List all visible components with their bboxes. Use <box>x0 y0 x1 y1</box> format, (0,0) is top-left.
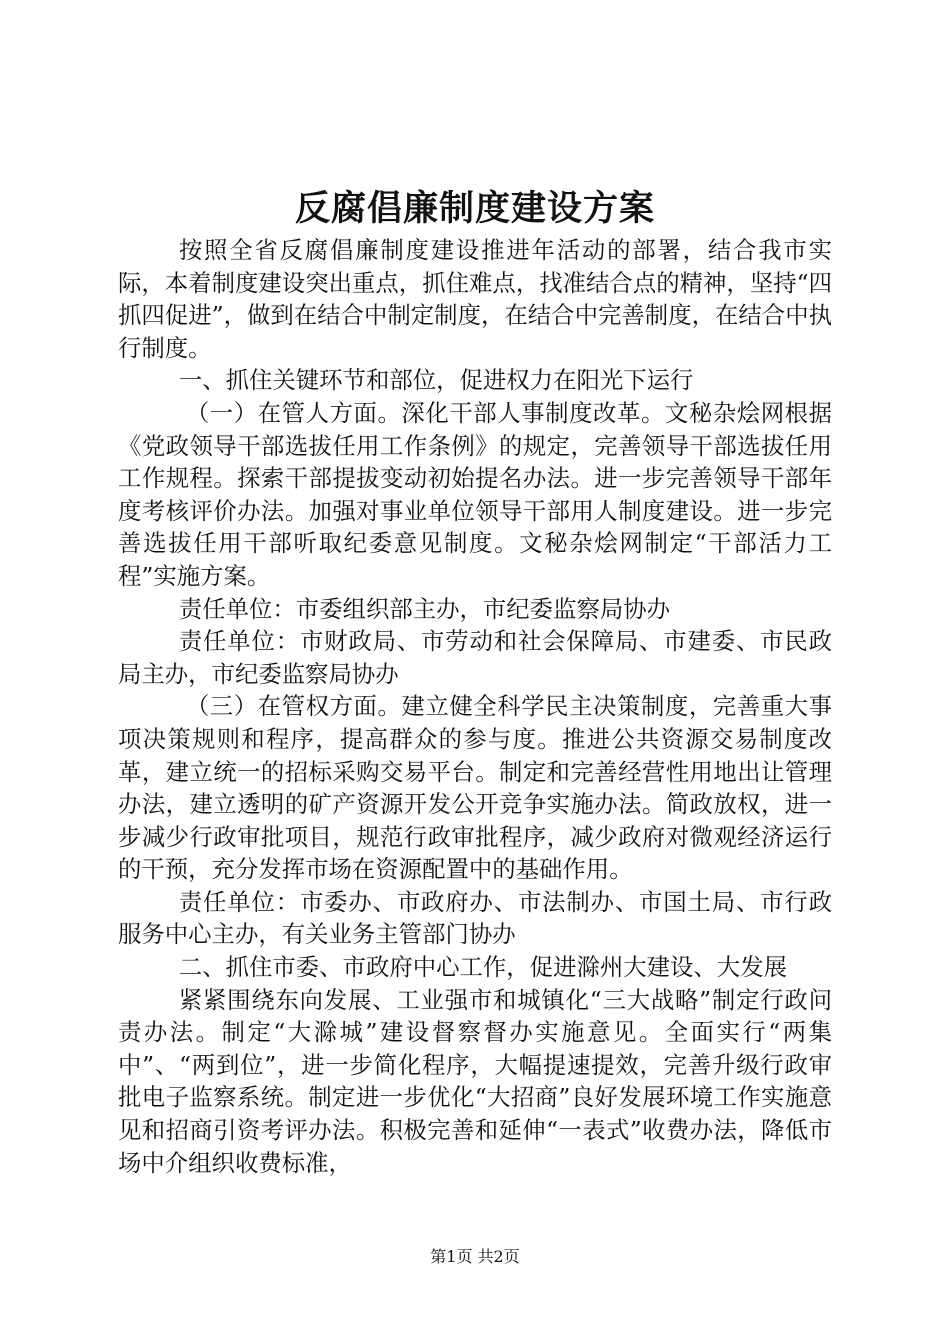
page-number-current: 第1页 <box>430 1247 473 1266</box>
responsibility-line-3: 责任单位：市委办、市政府办、市法制办、市国土局、市行政服务中心主办，有关业务主管部门协办 <box>118 887 832 949</box>
page-number-total: 共2页 <box>477 1247 520 1266</box>
section-heading-1: 一、抓住关键环节和部位，促进权力在阳光下运行 <box>178 366 694 395</box>
paragraph-development: 紧紧围绕东向发展、工业强市和城镇化“三大战略”制定行政问责办法。制定“大滁城”建设督察督办实施意见。全面实行“两集中”、“两到位”，进一步简化程序，大幅提速提效，完善升级行政审批电子监察系统。制定进一步优化“大招商”良好发展环境工作实施意见和招商引资考评办法。积极完善和延伸“一表式”收费办法，降低市场中介组织收费标准， <box>118 985 832 1177</box>
section-heading-2: 二、抓住市委、市政府中心工作，促进滁州大建设、大发展 <box>178 953 787 982</box>
responsibility-line-2: 责任单位：市财政局、市劳动和社会保障局、市建委、市民政局主办，市纪委监察局协办 <box>118 627 832 688</box>
responsibility-line-1: 责任单位：市委组织部主办，市纪委监察局协办 <box>178 594 671 623</box>
document-body <box>118 234 832 1179</box>
paragraph-intro: 按照全省反腐倡廉制度建设推进年活动的部署，结合我市实际，本着制度建设突出重点，抓住难点，找准结合点的精神，坚持“四抓四促进”，做到在结合中制定制度，在结合中完善制度，在结合中执行制度。 <box>118 236 832 362</box>
paragraph-power: （三）在管权方面。建立健全科学民主决策制度，完善重大事项决策规则和程序，提高群众的参与度。推进公共资源交易制度改革，建立统一的招标采购交易平台。制定和完善经营性用地出让管理办法，建立透明的矿产资源开发公开竞争实施办法。简政放权，进一步减少行政审批项目，规范行政审批程序，减少政府对微观经济运行的干预，充分发挥市场在资源配置中的基础作用。 <box>118 692 832 884</box>
page-footer <box>0 1246 950 1268</box>
paragraph-personnel: （一）在管人方面。深化干部人事制度改革。文秘杂烩网根据《党政领导干部选拔任用工作条例》的规定，完善领导干部选拔任用工作规程。探索干部提拔变动初始提名办法。进一步完善领导干部年度考核评价办法。加强对事业单位领导干部用人制度建设。进一步完善选拔任用干部听取纪委意见制度。文秘杂烩网制定“干部活力工程”实施方案。 <box>118 398 832 590</box>
document-title: 反腐倡廉制度建设方案 <box>294 189 655 229</box>
